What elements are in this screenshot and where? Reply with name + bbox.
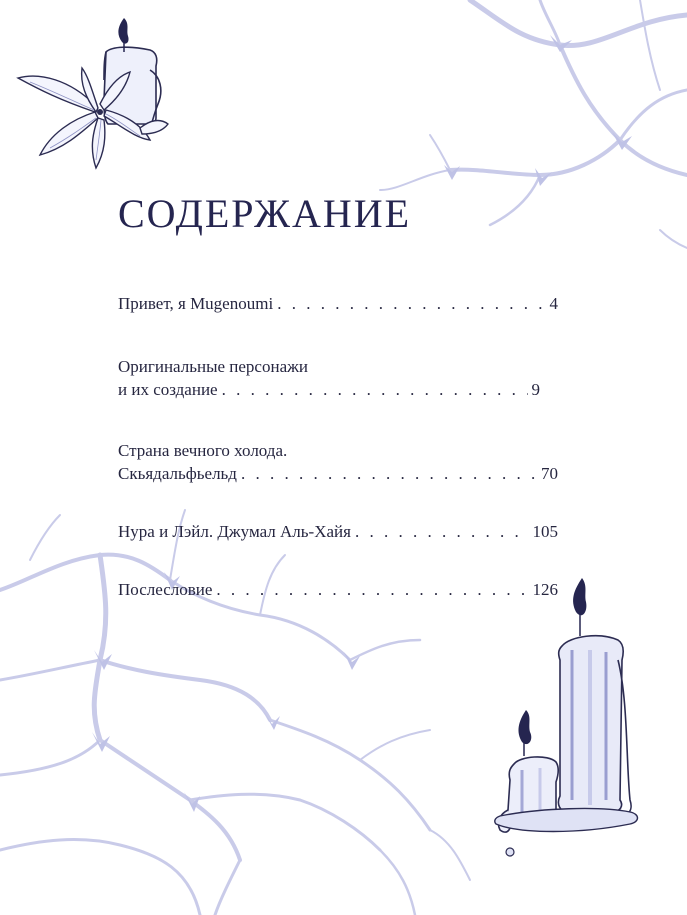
- toc-entry-title: Скьядальфьельд: [118, 464, 237, 483]
- toc-entry-title: Привет, я Mugenoumi: [118, 294, 274, 313]
- toc-page-number: 70: [541, 464, 558, 483]
- toc-entry[interactable]: [118, 520, 558, 543]
- toc-page-number: 4: [549, 294, 558, 313]
- toc-page-number: 126: [532, 580, 558, 599]
- toc-entry[interactable]: [118, 292, 558, 315]
- toc-entry[interactable]: [118, 355, 558, 401]
- toc-dot-leader: [216, 578, 528, 601]
- toc-entry-title-line: Страна вечного холода.: [118, 441, 288, 460]
- toc-entry-title-line: Оригинальные персонажи: [118, 357, 308, 376]
- toc-dot-leader: [222, 378, 528, 401]
- toc-dot-leader: [355, 520, 529, 543]
- toc-entry[interactable]: [118, 578, 558, 601]
- toc-page-number: 9: [531, 380, 540, 399]
- toc-entry-title: и их создание: [118, 380, 218, 399]
- toc-dot-leader: [277, 292, 545, 315]
- toc-entry-title: Нура и Лэйл. Джумал Аль-Хайя: [118, 522, 351, 541]
- toc-dot-leader: [241, 462, 537, 485]
- toc-entry[interactable]: [118, 439, 558, 485]
- toc-entry-title: Послесловие: [118, 580, 213, 599]
- page-title: СОДЕРЖАНИЕ: [118, 191, 412, 236]
- toc-page-number: 105: [532, 522, 558, 541]
